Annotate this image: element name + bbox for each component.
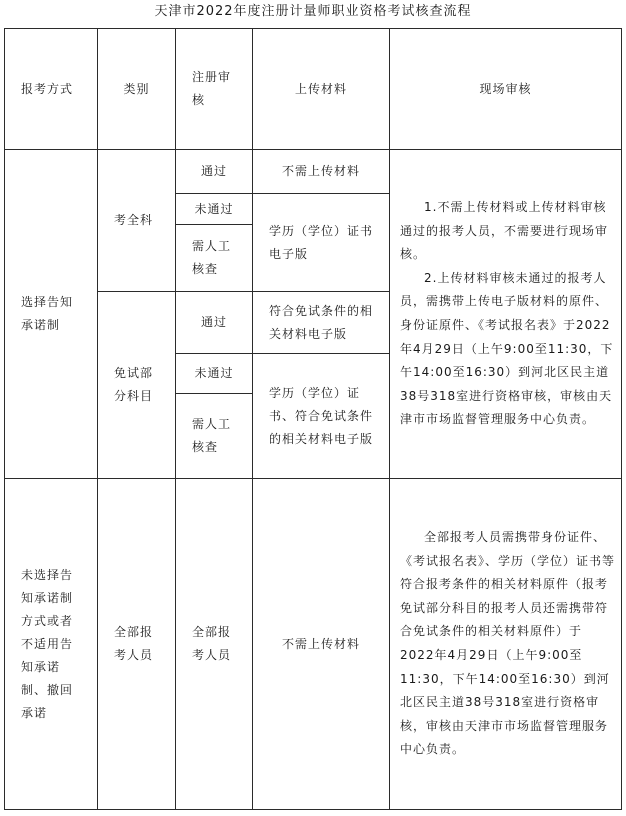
review-all: 全部报考人员: [176, 479, 253, 810]
table-row: [5, 479, 622, 810]
onsite-para-2: 2.上传材料审核未通过的报考人员，需携带上传电子版材料的原件、身份证原件、《考试报名表》于2022年4月29日（上午9:00至11:30，下午14:00至16:30）到河北区民主道38号318室进行资格审核，审核由天津市市场监督管理服务中心负责。: [400, 270, 614, 427]
onsite-para-1: 1.不需上传材料或上传材料审核通过的报考人员，不需要进行现场审核。: [400, 200, 609, 262]
onsite-commitment-desc: [390, 150, 622, 479]
header-category: 类别: [98, 29, 176, 150]
upload-degree-exempt: 学历（学位）证书、符合免试条件的相关材料电子版: [253, 354, 390, 479]
category-partial: 免试部分科目: [98, 292, 176, 479]
review-pass: 通过: [176, 292, 253, 354]
table-row: [5, 150, 622, 194]
method-commitment: 选择告知承诺制: [5, 150, 98, 479]
review-manual: 需人工核查: [176, 394, 253, 479]
header-onsite: 现场审核: [390, 29, 622, 150]
review-process-table: [4, 28, 622, 810]
upload-none-all: 不需上传材料: [253, 479, 390, 810]
header-method: 报考方式: [5, 29, 98, 150]
header-upload: 上传材料: [253, 29, 390, 150]
category-all: 全部报考人员: [98, 479, 176, 810]
page-title: 天津市2022年度注册计量师职业资格考试核查流程: [154, 4, 472, 19]
category-full: 考全科: [98, 150, 176, 292]
header-online-review: 注册审核: [176, 29, 253, 150]
onsite-all-desc: [390, 479, 622, 810]
onsite-all-para: 全部报考人员需携带身份证件、《考试报名表》、学历（学位）证书等符合报考条件的相关材料原件（报考免试部分科目的报考人员还需携带符合免试条件的相关材料原件）于2022年4月29日（上午9:00至11:30，下午14:00至16:30）到河北区民主道38号318室进行资格审核，审核由天津市市场监督管理服务中心负责。: [400, 530, 616, 757]
review-fail: 未通过: [176, 194, 253, 225]
upload-exempt: 符合免试条件的相关材料电子版: [253, 292, 390, 354]
header-row: [5, 29, 622, 150]
upload-none: 不需上传材料: [253, 150, 390, 194]
review-fail: 未通过: [176, 354, 253, 394]
upload-degree: 学历（学位）证书电子版: [253, 194, 390, 292]
method-no-commitment: 未选择告知承诺制方式或者不适用告知承诺制、撤回承诺: [5, 479, 98, 810]
review-manual: 需人工核查: [176, 225, 253, 292]
review-pass: 通过: [176, 150, 253, 194]
